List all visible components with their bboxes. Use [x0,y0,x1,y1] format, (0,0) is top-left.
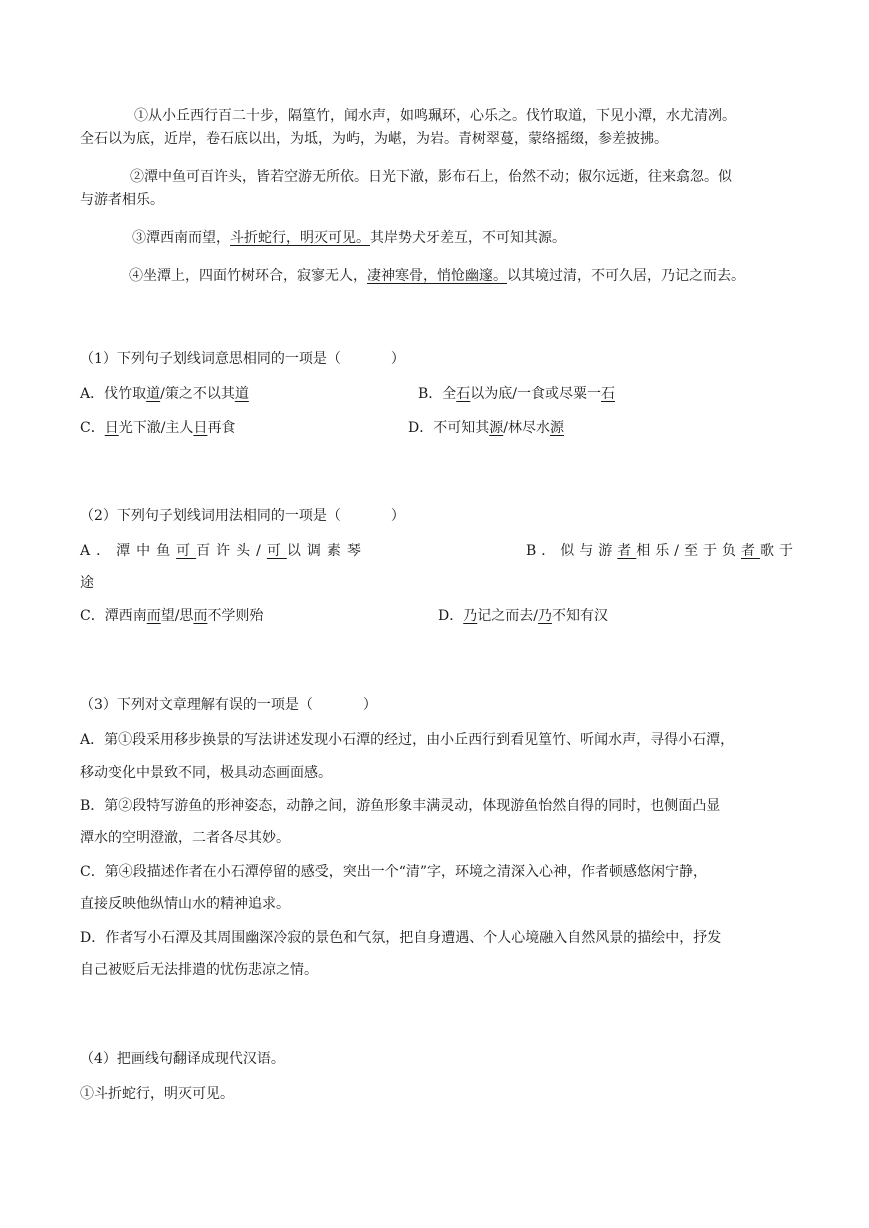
p3-text-pre: ③潭西南而望， [132,230,230,246]
q3-option-a-line-2: 移动变化中景致不同，极具动态画面感。 [80,765,332,781]
p4-text-post: 以其境过清，不可久居，乃记之而去。 [507,268,745,284]
q1-a-underlined-2: 道 [234,386,249,402]
q1-b-mid: 以为底/一食或尽粟一 [470,386,602,402]
q2-b-mid: 相乐/至于负 [636,543,742,559]
q3-stem-pre: （3）下列对文章理解有误的一项是（ [80,697,313,713]
q3-option-b-line-1: B．第②段特写游鱼的形神姿态，动静之间，游鱼形象丰满灵动，体现游鱼怡然自得的同时，也侧面凸显 [80,798,721,814]
q1-stem-pre: （1）下列句子划线词意思相同的一项是（ [80,351,341,367]
q2-option-a [80,541,367,561]
q1-d-underlined-1: 源 [489,420,504,436]
q2-stem-pre: （2）下列句子划线词用法相同的一项是（ [80,508,341,524]
passage-paragraph-1-line-2: 全石以为底，近岸，卷石底以出，为坻，为屿，为嵁，为岩。青树翠蔓，蒙络摇缀，参差披拂。 [80,131,668,147]
q1-c-pre: C． [80,420,105,436]
q3-stem [80,695,377,715]
q2-d-pre: D． [438,608,464,624]
q2-a-underlined-2: 可 [266,543,287,559]
q1-option-d [408,418,564,438]
q2-option-b-continued: 途 [80,575,94,591]
p3-underlined-sentence: 斗折蛇行，明灭可见。 [230,230,370,246]
p4-underlined-sentence: 凄神寒骨，悄怆幽邃。 [367,268,507,284]
q1-c-mid: 光下澈/主人 [118,420,194,436]
q2-b-underlined-1: 者 [617,543,637,559]
q2-option-b [526,541,798,561]
passage-paragraph-4 [129,266,745,286]
q1-option-c [80,418,235,438]
q2-b-pre: B．似与游 [526,543,618,559]
q1-a-pre: A．伐竹取 [80,386,147,402]
q2-option-d [438,606,608,626]
q1-c-underlined-1: 日 [104,420,119,436]
q4-item-1: ①斗折蛇行，明灭可见。 [80,1086,234,1102]
q2-option-c [80,606,263,626]
q2-b-post: 歌于 [760,543,799,559]
q3-option-c-line-1: C．第④段描述作者在小石潭停留的感受，突出一个“清”字，环境之清深入心神，作者顿感悠闲宁静， [80,864,708,880]
q2-b-underlined-2: 者 [741,543,761,559]
q1-b-underlined-1: 石 [456,386,471,402]
q1-b-pre: B．全 [418,386,457,402]
passage-paragraph-2-line-1: ②潭中鱼可百许头，皆若空游无所依。日光下澈，影布石上，佁然不动；俶尔远逝，往来翕忽。似 [130,169,732,185]
q1-option-b [418,384,615,404]
q3-option-d-line-1: D．作者写小石潭及其周围幽深冷寂的景色和气氛，把自身遭遇、个人心境融入自然风景的描绘中，抒发 [80,930,722,946]
q3-stem-post: ） [362,697,377,713]
q1-a-underlined-1: 道 [146,386,161,402]
q3-option-b-line-2: 潭水的空明澄澈，二者各尽其妙。 [80,830,290,846]
q2-d-underlined-2: 乃 [537,608,552,624]
q2-c-pre: C．潭西南 [80,608,147,624]
p4-text-pre: ④坐潭上，四面竹树环合，寂寥无人， [129,268,367,284]
q2-a-underlined-1: 可 [176,543,197,559]
q1-option-a [80,384,249,404]
q1-d-underlined-2: 源 [549,420,564,436]
q2-c-underlined-1: 而 [146,608,161,624]
q1-b-underlined-2: 石 [601,386,616,402]
q2-d-post: 不知有汉 [551,608,608,624]
q1-d-pre: D．不可知其 [408,420,490,436]
q2-a-pre: A．潭中鱼 [80,543,177,559]
q2-c-mid: 望/思 [160,608,194,624]
passage-paragraph-1-line-1: ①从小丘西行百二十步，隔篁竹，闻水声，如鸣珮环，心乐之。伐竹取道，下见小潭，水尤清冽。 [134,108,736,124]
p3-text-post: 其岸势犬牙差互，不可知其源。 [370,230,566,246]
q3-option-a-line-1: A．第①段采用移步换景的写法讲述发现小石潭的经过，由小丘西行到看见篁竹、听闻水声，寻得小石潭， [80,732,735,748]
q2-stem-post: ） [390,508,405,524]
q3-option-c-line-2: 直接反映他纵情山水的精神追求。 [80,896,290,912]
q2-a-post: 以调素琴 [286,543,367,559]
q2-c-underlined-2: 而 [193,608,208,624]
q1-stem-post: ） [390,351,405,367]
q3-option-d-line-2: 自己被贬后无法排遣的忧伤悲凉之情。 [80,962,318,978]
q1-c-post: 再食 [207,420,236,436]
passage-paragraph-2-line-2: 与游者相乐。 [80,192,164,208]
q1-stem [80,349,405,369]
q1-a-mid: /策之不以其 [160,386,235,402]
passage-paragraph-3 [132,228,566,248]
q4-stem: （4）把画线句翻译成现代汉语。 [80,1051,285,1067]
q2-a-mid: 百许头/ [196,543,267,559]
q2-c-post: 不学则殆 [207,608,264,624]
q2-d-mid: 记之而去/ [477,608,538,624]
q1-d-mid: /林尽水 [503,420,550,436]
q2-stem [80,506,405,526]
q2-d-underlined-1: 乃 [463,608,478,624]
q1-c-underlined-2: 日 [193,420,208,436]
